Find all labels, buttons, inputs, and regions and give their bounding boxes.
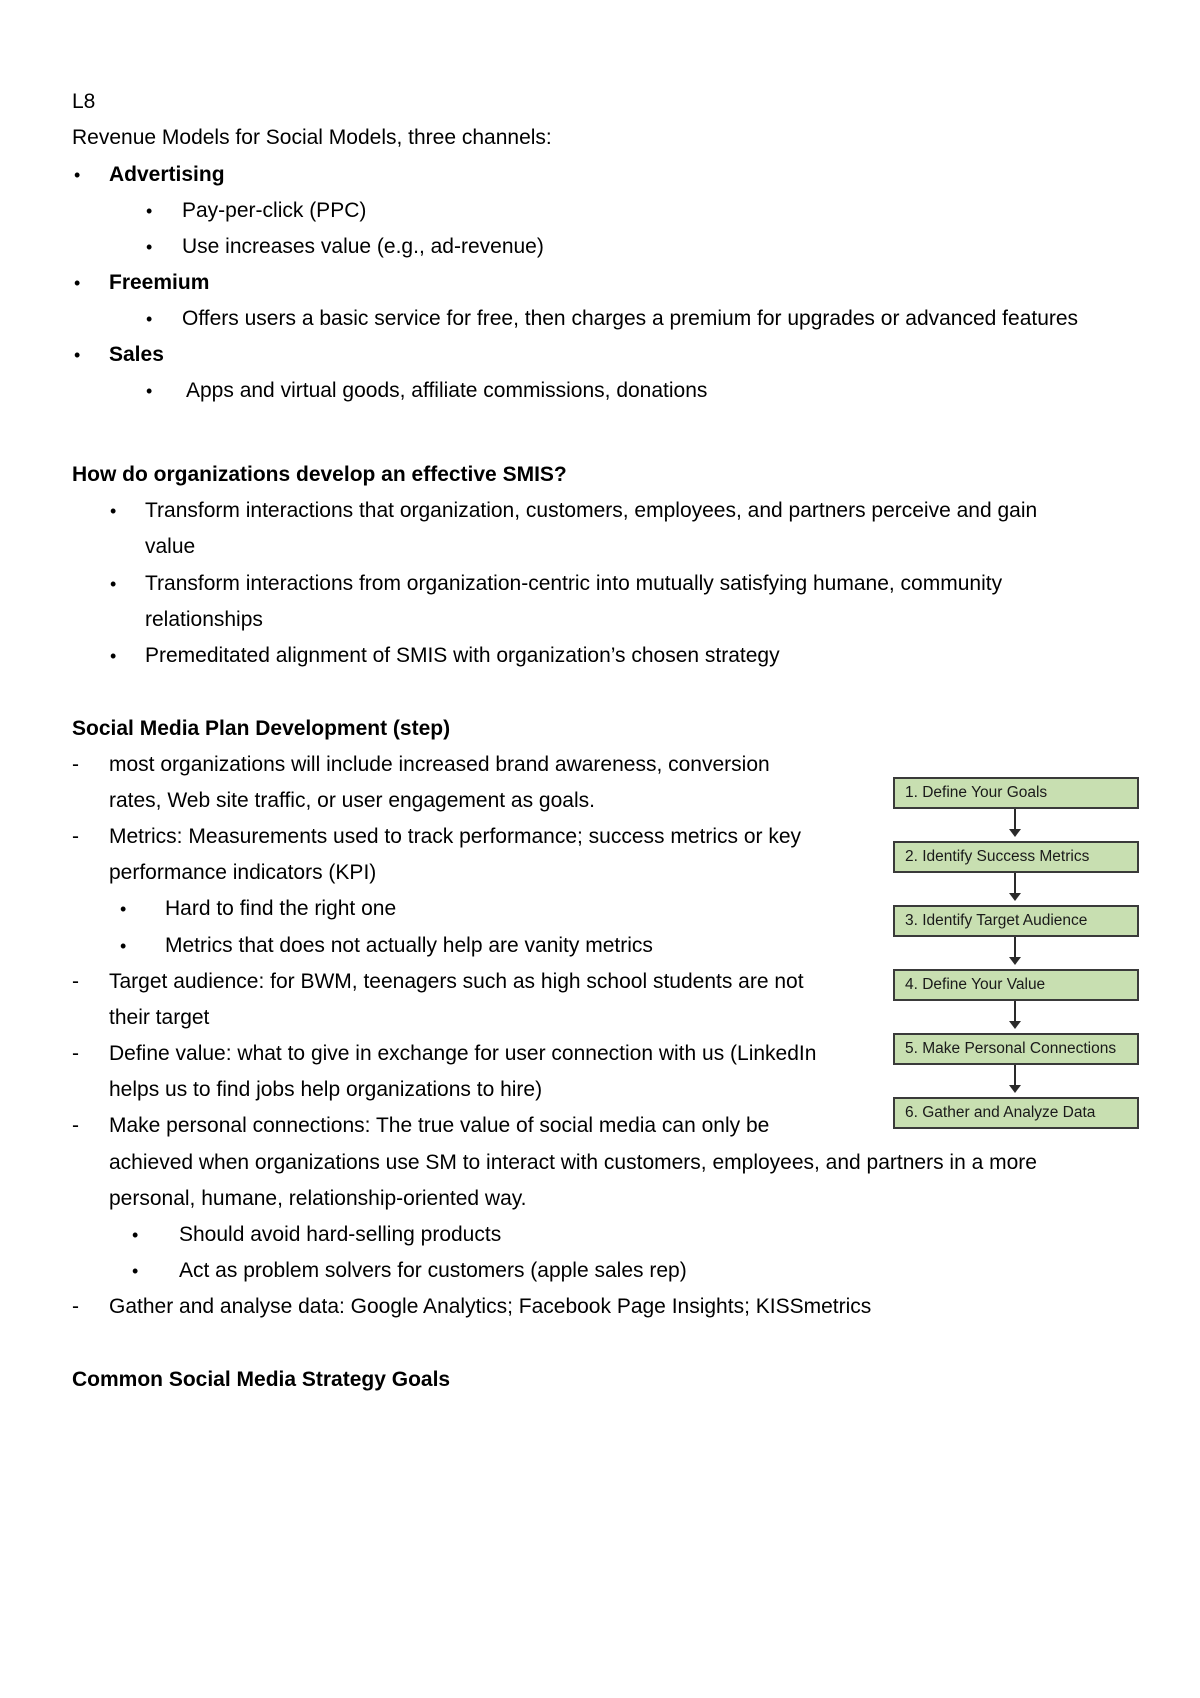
bullet-marker: • bbox=[74, 345, 81, 365]
plan-line: Gather and analyse data: Google Analytics; Facebook Page Insights; KISSmetrics bbox=[109, 1295, 872, 1318]
flow-arrow-line bbox=[1014, 809, 1016, 829]
flow-step: 4. Define Your Value bbox=[893, 969, 1139, 1001]
sales-item: Apps and virtual goods, affiliate commissions, donations bbox=[186, 379, 708, 402]
dash-marker: - bbox=[72, 1114, 79, 1137]
flow-step: 3. Identify Target Audience bbox=[893, 905, 1139, 937]
dash-marker: - bbox=[72, 825, 79, 848]
smis-item: Premeditated alignment of SMIS with organization’s chosen strategy bbox=[145, 644, 780, 667]
plan-line: performance indicators (KPI) bbox=[109, 861, 377, 884]
flow-arrow-head bbox=[1009, 1021, 1021, 1029]
bullet-marker: • bbox=[146, 201, 153, 221]
bullet-marker: • bbox=[74, 273, 81, 293]
lecture-id: L8 bbox=[72, 90, 96, 113]
plan-heading: Social Media Plan Development (step) bbox=[72, 717, 451, 740]
flow-step: 6. Gather and Analyze Data bbox=[893, 1097, 1139, 1129]
flow-arrow-line bbox=[1014, 873, 1016, 893]
intro-text: Revenue Models for Social Models, three channels: bbox=[72, 126, 552, 149]
plan-line: achieved when organizations use SM to interact with customers, employees, and partners in a more bbox=[109, 1151, 1037, 1174]
flow-arrow-head bbox=[1009, 957, 1021, 965]
revenue-freemium-label: Freemium bbox=[109, 271, 210, 294]
smis-item: Transform interactions that organization, customers, employees, and partners perceive and gain bbox=[145, 499, 1038, 522]
freemium-item: Offers users a basic service for free, then charges a premium for upgrades or advanced features bbox=[182, 307, 1079, 330]
dash-marker: - bbox=[72, 1295, 79, 1318]
plan-line: their target bbox=[109, 1006, 210, 1029]
flow-arrow-line bbox=[1014, 1065, 1016, 1085]
smis-heading: How do organizations develop an effective SMIS? bbox=[72, 463, 567, 486]
advertising-item: Pay-per-click (PPC) bbox=[182, 199, 367, 222]
flow-step: 5. Make Personal Connections bbox=[893, 1033, 1139, 1065]
smis-item: value bbox=[145, 535, 196, 558]
bullet-marker: • bbox=[120, 899, 127, 919]
plan-subitem: Act as problem solvers for customers (apple sales rep) bbox=[179, 1259, 687, 1282]
bullet-marker: • bbox=[110, 646, 117, 666]
revenue-sales-label: Sales bbox=[109, 343, 164, 366]
bullet-marker: • bbox=[120, 936, 127, 956]
plan-line: Target audience: for BWM, teenagers such as high school students are not bbox=[109, 970, 804, 993]
plan-line: Metrics: Measurements used to track performance; success metrics or key bbox=[109, 825, 802, 848]
plan-line: Make personal connections: The true value of social media can only be bbox=[109, 1114, 770, 1137]
flow-arrow-line bbox=[1014, 937, 1016, 957]
flow-arrow-head bbox=[1009, 1085, 1021, 1093]
bullet-marker: • bbox=[132, 1225, 139, 1245]
plan-line: most organizations will include increased brand awareness, conversion bbox=[109, 753, 770, 776]
dash-marker: - bbox=[72, 970, 79, 993]
bullet-marker: • bbox=[74, 165, 81, 185]
revenue-advertising-label: Advertising bbox=[109, 163, 225, 186]
bullet-marker: • bbox=[146, 237, 153, 257]
flow-arrow-head bbox=[1009, 829, 1021, 837]
plan-line: rates, Web site traffic, or user engagement as goals. bbox=[109, 789, 595, 812]
advertising-item: Use increases value (e.g., ad-revenue) bbox=[182, 235, 544, 258]
bullet-marker: • bbox=[132, 1261, 139, 1281]
smis-item: relationships bbox=[145, 608, 263, 631]
flow-arrow-line bbox=[1014, 1001, 1016, 1021]
flow-arrow-head bbox=[1009, 893, 1021, 901]
bullet-marker: • bbox=[110, 501, 117, 521]
goals-heading: Common Social Media Strategy Goals bbox=[72, 1368, 451, 1391]
plan-line: helps us to find jobs help organizations to hire) bbox=[109, 1078, 543, 1101]
bullet-marker: • bbox=[146, 309, 153, 329]
plan-subitem: Metrics that does not actually help are vanity metrics bbox=[165, 934, 653, 957]
dash-marker: - bbox=[72, 753, 79, 776]
plan-subitem: Should avoid hard-selling products bbox=[179, 1223, 502, 1246]
plan-line: Define value: what to give in exchange for user connection with us (LinkedIn bbox=[109, 1042, 817, 1065]
plan-line: personal, humane, relationship-oriented way. bbox=[109, 1187, 527, 1210]
bullet-marker: • bbox=[110, 574, 117, 594]
flow-step: 2. Identify Success Metrics bbox=[893, 841, 1139, 873]
smis-item: Transform interactions from organization-centric into mutually satisfying humane, community bbox=[145, 572, 1003, 595]
flow-step: 1. Define Your Goals bbox=[893, 777, 1139, 809]
dash-marker: - bbox=[72, 1042, 79, 1065]
plan-subitem: Hard to find the right one bbox=[165, 897, 397, 920]
bullet-marker: • bbox=[146, 381, 153, 401]
